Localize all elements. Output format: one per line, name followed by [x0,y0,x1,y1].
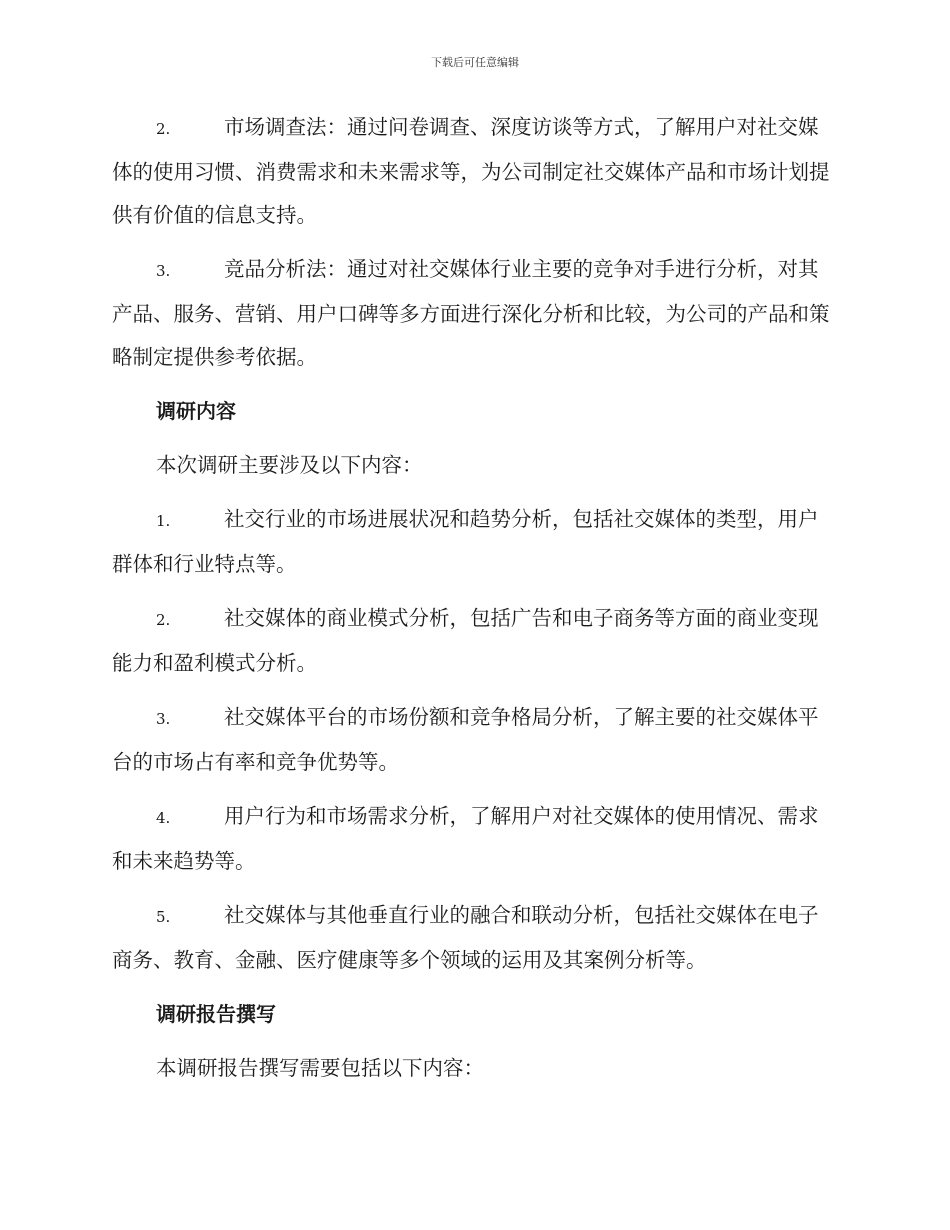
list-number: 2. [156,611,171,629]
list-item-text: 社交媒体与其他垂直行业的融合和联动分析，包括社交媒体在电子商务、教育、金融、医疗健康等多个领域的运用及其案例分析等。 [112,903,819,972]
list-item-business-model [112,597,834,685]
header-note: 下载后可任意编辑 [431,56,519,69]
list-item-text: 市场调查法：通过问卷调查、深度访谈等方式，了解用户对社交媒体的使用习惯、消费需求和未来需求等，为公司制定社交媒体产品和市场计划提供有价值的信息支持。 [112,115,830,227]
list-item-text: 社交行业的市场进展状况和趋势分析，包括社交媒体的类型，用户群体和行业特点等。 [112,507,819,576]
list-item-text: 竞品分析法：通过对社交媒体行业主要的竞争对手进行分析，对其产品、服务、营销、用户口碑等多方面进行深化分析和比较，为公司的产品和策略制定提供参考依据。 [112,257,830,369]
list-item-vertical-integration [112,894,834,982]
list-number: 1. [156,512,171,530]
section-heading-research-content: 调研内容 [156,399,236,423]
list-item-industry-trends [112,498,834,586]
list-item-market-share [112,696,834,784]
paragraph-intro: 本次调研主要涉及以下内容： [156,453,423,477]
list-item-text: 社交媒体平台的市场份额和竞争格局分析，了解主要的社交媒体平台的市场占有率和竞争优势等。 [112,705,819,774]
list-number: 4. [156,809,171,827]
list-number: 3. [156,710,171,728]
list-number: 5. [156,908,171,926]
list-item-user-behavior [112,795,834,883]
paragraph-report-intro: 本调研报告撰写需要包括以下内容： [156,1056,484,1080]
document-body [112,106,834,1101]
list-number: 2. [156,120,171,138]
list-item-market-survey [112,106,834,237]
section-heading-report-writing: 调研报告撰写 [156,1002,276,1026]
list-item-text: 用户行为和市场需求分析，了解用户对社交媒体的使用情况、需求和未来趋势等。 [112,804,819,873]
list-number: 3. [156,262,171,280]
list-item-text: 社交媒体的商业模式分析，包括广告和电子商务等方面的商业变现能力和盈利模式分析。 [112,606,819,675]
list-item-competitor-analysis [112,248,834,379]
